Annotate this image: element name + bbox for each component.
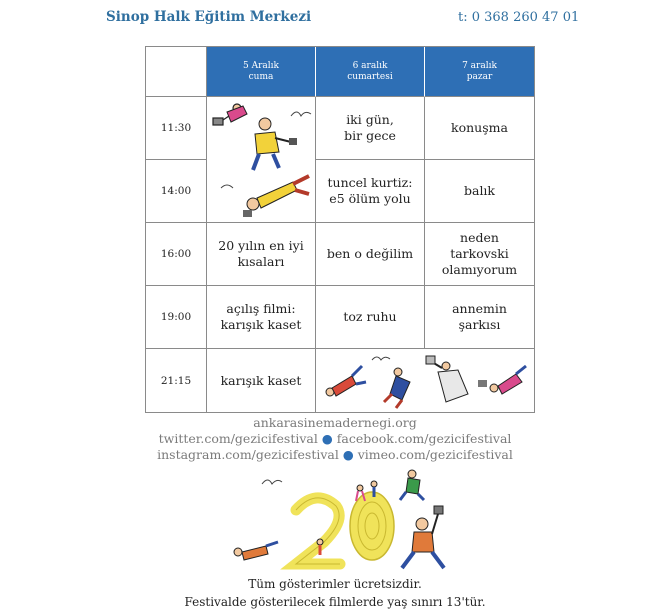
film-cell: neden tarkovski olamıyorum	[425, 223, 534, 286]
day-weekday: cumartesi	[347, 71, 393, 82]
phone-number: t: 0 368 260 47 01	[458, 10, 580, 25]
day-header-3	[425, 47, 534, 97]
time-cell: 14:00	[146, 160, 207, 223]
day-date: 5 Aralık	[243, 60, 279, 71]
free-screenings-notice: Tüm gösterimler ücretsizdir.	[248, 577, 422, 591]
corner-cell	[146, 47, 207, 97]
age-limit-notice: Festivalde gösterilecek filmlerde yaş sınırı 13'tür.	[184, 595, 486, 609]
bullet-separator: ●	[342, 447, 354, 462]
flying-people-illustration	[209, 100, 314, 220]
time-cell: 11:30	[146, 97, 207, 160]
facebook-link[interactable]: facebook.com/gezicifestival	[336, 431, 512, 446]
film-cell: açılış filmi: karışık kaset	[207, 286, 316, 349]
instagram-link[interactable]: instagram.com/gezicifestival	[157, 447, 339, 462]
film-cell: ben o değilim	[316, 223, 425, 286]
festival-20-logo	[222, 466, 452, 580]
film-cell: konuşma	[425, 97, 534, 160]
day-header-1	[207, 47, 316, 97]
website-link[interactable]	[0, 415, 670, 430]
website-text[interactable]: ankarasinemadernegi.org	[253, 415, 417, 430]
flying-people-illustration	[318, 352, 532, 410]
film-cell: karışık kaset	[207, 349, 316, 412]
bullet-separator: ●	[321, 431, 333, 446]
time-cell: 21:15	[146, 349, 207, 412]
vimeo-link[interactable]: vimeo.com/gezicifestival	[357, 447, 513, 462]
film-cell: iki gün, bir gece	[316, 97, 425, 160]
social-line-2	[0, 447, 670, 462]
day-weekday: pazar	[466, 71, 493, 82]
day-weekday: cuma	[248, 71, 274, 82]
day-header-2	[316, 47, 425, 97]
film-cell: toz ruhu	[316, 286, 425, 349]
twitter-link[interactable]: twitter.com/gezicifestival	[158, 431, 318, 446]
social-line-1	[0, 431, 670, 446]
illustration-cell	[207, 97, 316, 223]
film-cell: 20 yılın en iyi kısaları	[207, 223, 316, 286]
illustration-cell	[316, 349, 534, 412]
time-cell: 16:00	[146, 223, 207, 286]
film-cell: tuncel kurtiz: e5 ölüm yolu	[316, 160, 425, 223]
day-date: 6 aralık	[352, 60, 388, 71]
time-cell: 19:00	[146, 286, 207, 349]
film-cell: annemin şarkısı	[425, 286, 534, 349]
film-cell: balık	[425, 160, 534, 223]
center-name: Sinop Halk Eğitim Merkezi	[106, 9, 312, 25]
day-date: 7 aralık	[462, 60, 497, 71]
schedule-table	[145, 46, 535, 413]
